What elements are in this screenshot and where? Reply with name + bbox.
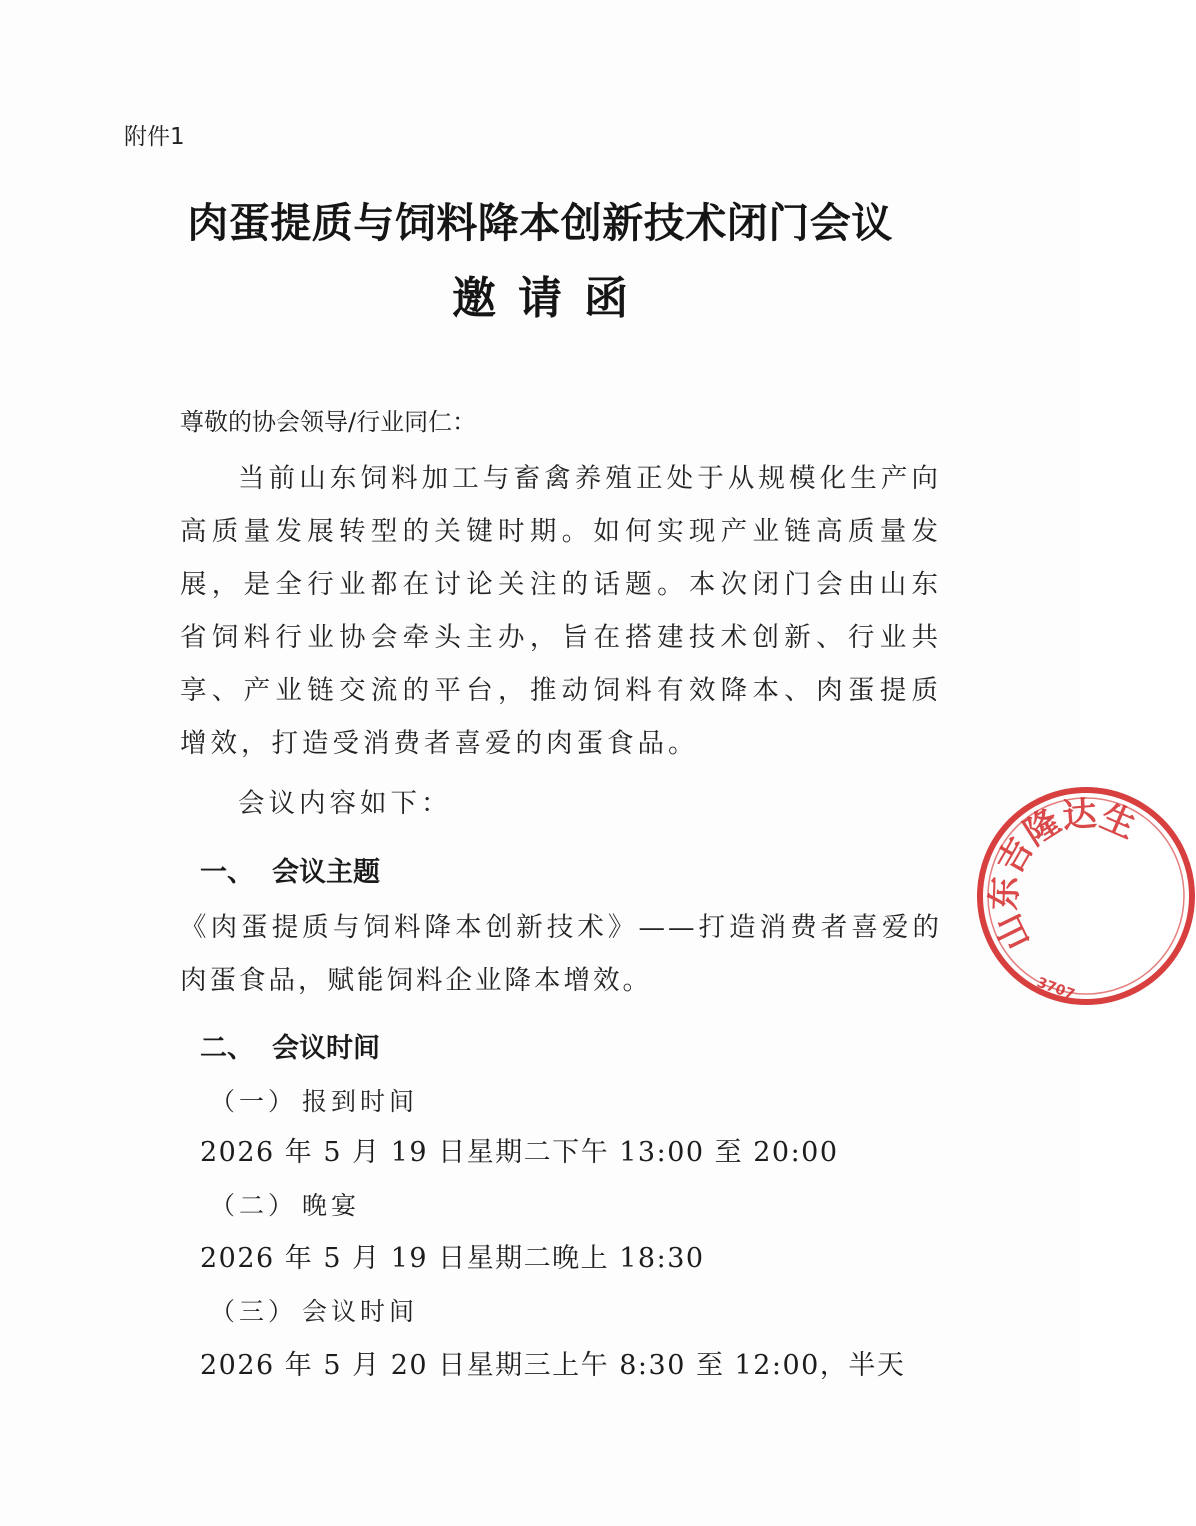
subsection-number: （一） <box>210 1087 298 1116</box>
seal-text: 山东吉隆达生 <box>984 793 1142 956</box>
meeting-time: 2026 年 5 月 20 日星期三上午 8:30 至 12:00，半天 <box>200 1350 906 1381</box>
section-body: 《肉蛋提质与饲料降本创新技术》——打造消费者喜爱的肉蛋食品，赋能饲料企业降本增效。 <box>180 912 942 996</box>
seal-code: 3707 <box>1034 974 1077 1004</box>
subsection-number: （三） <box>210 1297 298 1326</box>
section-heading <box>200 850 380 889</box>
section-number: 一、 <box>200 857 254 888</box>
subsection-number: （二） <box>210 1191 298 1220</box>
svg-text:山东吉隆达生 <box>976 786 1162 963</box>
intro-paragraph: 当前山东饲料加工与畜禽养殖正处于从规模化生产向高质量发展转型的关键时期。如何实现产业链高质量发展，是全行业都在讨论关注的话题。本次闭门会由山东省饲料行业协会牵头主办，旨在搭建技术创新、行业共享、产业链交流的平台，推动饲料有效降本、肉蛋提质增效，打造受消费者喜爱的肉蛋食品。 <box>180 463 942 759</box>
section-heading <box>200 1026 380 1065</box>
section-title: 会议时间 <box>272 1033 380 1064</box>
seal-icon <box>976 786 1196 1006</box>
banquet-time: 2026 年 5 月 19 日星期二晚上 18:30 <box>200 1243 705 1274</box>
section-number: 二、 <box>200 1033 254 1064</box>
section-title: 会议主题 <box>272 857 380 888</box>
document-title: 肉蛋提质与饲料降本创新技术闭门会议 <box>187 199 893 247</box>
subsection-heading <box>210 1186 360 1222</box>
subsection-label: 会议时间 <box>302 1297 419 1326</box>
content-intro: 会议内容如下： <box>238 788 452 819</box>
document-subtitle: 邀请函 <box>452 273 650 324</box>
subsection-heading <box>210 1082 418 1118</box>
official-seal <box>976 786 1196 1006</box>
subsection-label: 晚宴 <box>302 1191 361 1220</box>
registration-time: 2026 年 5 月 19 日星期二下午 13:00 至 20:00 <box>200 1137 839 1168</box>
greeting: 尊敬的协会领导/行业同仁： <box>180 408 477 436</box>
subsection-label: 报到时间 <box>302 1087 419 1116</box>
subsection-heading <box>210 1292 418 1328</box>
attachment-label: 附件1 <box>124 124 185 150</box>
